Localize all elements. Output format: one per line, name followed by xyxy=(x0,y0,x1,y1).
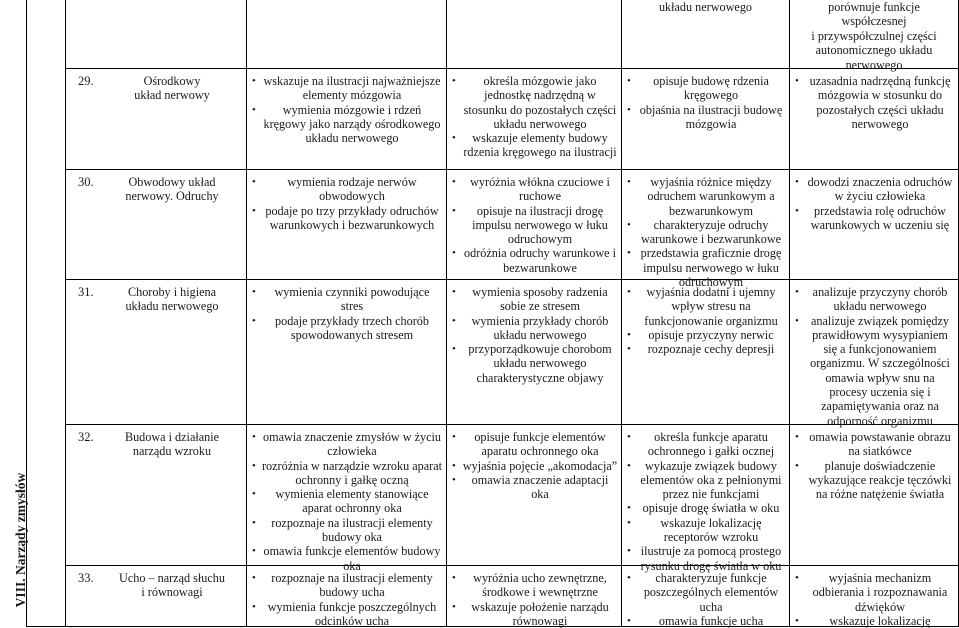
requirement-item: • wymienia funkcje poszczególnych odcinków ucha xyxy=(252,600,442,628)
requirement-item: • wymienia rodzaje nerwów obwodowych xyxy=(252,175,442,204)
requirement-item: • charakteryzuje odruchy warunkowe i bezwarunkowe xyxy=(627,218,785,247)
requirement-item: • wskazuje położenie narządu równowagi xyxy=(452,600,618,628)
requirement-item: • podaje przykłady trzech chorób spowodowanych stresem xyxy=(252,314,442,343)
requirements-list xyxy=(795,285,955,428)
requirement-item: • opisuje przyczyny nerwic xyxy=(627,328,785,342)
requirements-list xyxy=(627,285,785,356)
requirement-item: • wskazuje lokalizację xyxy=(795,614,955,628)
row-topic: Choroby i higiena układu nerwowego xyxy=(125,285,219,314)
requirements-list xyxy=(795,175,955,232)
row-topic: Ucho – narząd słuchu i równowagi xyxy=(119,571,225,600)
requirement-item: • omawia powstawanie obrazu na siatkówce xyxy=(795,430,955,459)
row-number: 30. xyxy=(78,175,94,189)
requirement-item: • rozpoznaje na ilustracji elementy budowy oka xyxy=(252,516,442,545)
requirements-list xyxy=(627,175,785,289)
requirement-item: • rozpoznaje na ilustracji elementy budowy ucha xyxy=(252,571,442,600)
requirements-list xyxy=(252,285,442,342)
requirement-item: • opisuje funkcje elementów aparatu ochronnego oka xyxy=(452,430,618,459)
requirement-item: • przedstawia graficznie drogę impulsu nerwowego w łuku odruchowym xyxy=(627,246,785,289)
requirement-item: • dowodzi znaczenia odruchów w życiu człowieka xyxy=(795,175,955,204)
requirements-list xyxy=(452,285,618,385)
requirement-item: • analizuje związek pomiędzy prawidłowym wysypianiem się a funkcjonowaniem organizmu. W szczególności omawia wpływ snu na procesy uczenia się i zapamiętywania oraz na odporność organizmu xyxy=(795,314,955,428)
requirement-item: • rozpoznaje cechy depresji xyxy=(627,342,785,356)
requirements-list xyxy=(795,430,955,501)
row-topic: Budowa i działanie narządu wzroku xyxy=(124,430,220,459)
requirement-item: • wymienia mózgowie i rdzeń kręgowy jako narządy ośrodkowego układu nerwowego xyxy=(252,103,442,146)
requirement-item: • charakteryzuje funkcje poszczególnych elementów ucha xyxy=(627,571,785,614)
requirements-list xyxy=(452,571,618,628)
requirements-list xyxy=(452,175,618,275)
requirements-list xyxy=(795,74,955,131)
row-number: 29. xyxy=(78,74,94,88)
requirement-item: • wyjaśnia różnice między odruchem warunkowym a bezwarunkowym xyxy=(627,175,785,218)
row-number: 33. xyxy=(78,571,94,585)
requirement-item: • wyjaśnia mechanizm odbierania i rozpoznawania dźwięków xyxy=(795,571,955,614)
requirement-item: • wymienia czynniki powodujące stres xyxy=(252,285,442,314)
row-number: 31. xyxy=(78,285,94,299)
requirement-item: • wyjaśnia dodatni i ujemny wpływ stresu na funkcjonowanie organizmu xyxy=(627,285,785,328)
requirement-item: • przyporządkowuje chorobom układu nerwowego charakterystyczne objawy xyxy=(452,342,618,385)
requirement-item: • omawia funkcje ucha xyxy=(627,614,785,628)
requirement-item: • opisuje budowę rdzenia kręgowego xyxy=(627,74,785,103)
requirements-list xyxy=(627,571,785,628)
requirements-list xyxy=(252,74,442,145)
requirement-item: • określa funkcje aparatu ochronnego i gałki ocznej xyxy=(627,430,785,459)
requirement-item: • wykazuje związek budowy elementów oka z pełnionymi przez nie funkcjami xyxy=(627,459,785,502)
requirement-item: • analizuje przyczyny chorób układu nerwowego xyxy=(795,285,955,314)
requirements-list xyxy=(452,74,618,160)
requirement-item: • wskazuje elementy budowy rdzenia kręgowego na ilustracji xyxy=(452,131,618,160)
row-topic: Obwodowy układ nerwowy. Odruchy xyxy=(125,175,219,204)
requirements-list xyxy=(252,175,442,232)
requirements-list xyxy=(627,74,785,131)
requirement-item: • planuje doświadczenie wykazujące reakcje tęczówki na różne natężenie światła xyxy=(795,459,955,502)
requirement-item: • ilustruje za pomocą prostego rysunku drogę światła w oku xyxy=(627,544,785,573)
requirement-item: • wskazuje lokalizację receptorów wzroku xyxy=(627,516,785,545)
section-label: VIII. Narządy zmysłów xyxy=(13,472,28,608)
row-number: 32. xyxy=(78,430,94,444)
requirements-list xyxy=(252,571,442,628)
requirements-list xyxy=(252,430,442,573)
header-col4-top: układu nerwowego xyxy=(658,0,753,14)
requirement-item: • omawia znaczenie adaptacji oka xyxy=(452,473,618,502)
requirement-item: • rozróżnia w narządzie wzroku aparat ochronny i gałkę oczną xyxy=(252,459,442,488)
requirement-item: • omawia znaczenie zmysłów w życiu człowieka xyxy=(252,430,442,459)
requirement-item: • wyróżnia włókna czuciowe i ruchowe xyxy=(452,175,618,204)
requirement-item: • przedstawia rolę odruchów warunkowych w uczeniu się xyxy=(795,204,955,233)
requirement-item: • objaśnia na ilustracji budowę mózgowia xyxy=(627,103,785,132)
requirement-item: • opisuje drogę światła w oku xyxy=(627,501,785,515)
requirements-list xyxy=(795,571,955,628)
requirement-item: • wymienia sposoby radzenia sobie ze stresem xyxy=(452,285,618,314)
requirement-item: • opisuje na ilustracji drogę impulsu nerwowego w łuku odruchowym xyxy=(452,204,618,247)
requirements-list xyxy=(627,430,785,573)
requirement-item: • wskazuje na ilustracji najważniejsze elementy mózgowia xyxy=(252,74,442,103)
header-col5-top: porównuje funkcje współczesnej i przywspółczulnej części autonomicznego układu nerwowego xyxy=(811,0,937,72)
requirements-list xyxy=(452,430,618,501)
requirement-item: • podaje po trzy przykłady odruchów warunkowych i bezwarunkowych xyxy=(252,204,442,233)
requirement-item: • wyjaśnia pojęcie „akomodacja” xyxy=(452,459,618,473)
requirement-item: • wyróżnia ucho zewnętrzne, środkowe i wewnętrzne xyxy=(452,571,618,600)
requirement-item: • określa mózgowie jako jednostkę nadrzędną w stosunku do pozostałych części układu nerwowego xyxy=(452,74,618,131)
requirement-item: • omawia funkcje elementów budowy oka xyxy=(252,544,442,573)
requirement-item: • uzasadnia nadrzędną funkcję mózgowia w stosunku do pozostałych części układu nerwowego xyxy=(795,74,955,131)
requirement-item: • wymienia elementy stanowiące aparat ochronny oka xyxy=(252,487,442,516)
requirement-item: • odróżnia odruchy warunkowe i bezwarunkowe xyxy=(452,246,618,275)
row-topic: Ośrodkowy układ nerwowy xyxy=(134,74,210,103)
requirement-item: • wymienia przykłady chorób układu nerwowego xyxy=(452,314,618,343)
